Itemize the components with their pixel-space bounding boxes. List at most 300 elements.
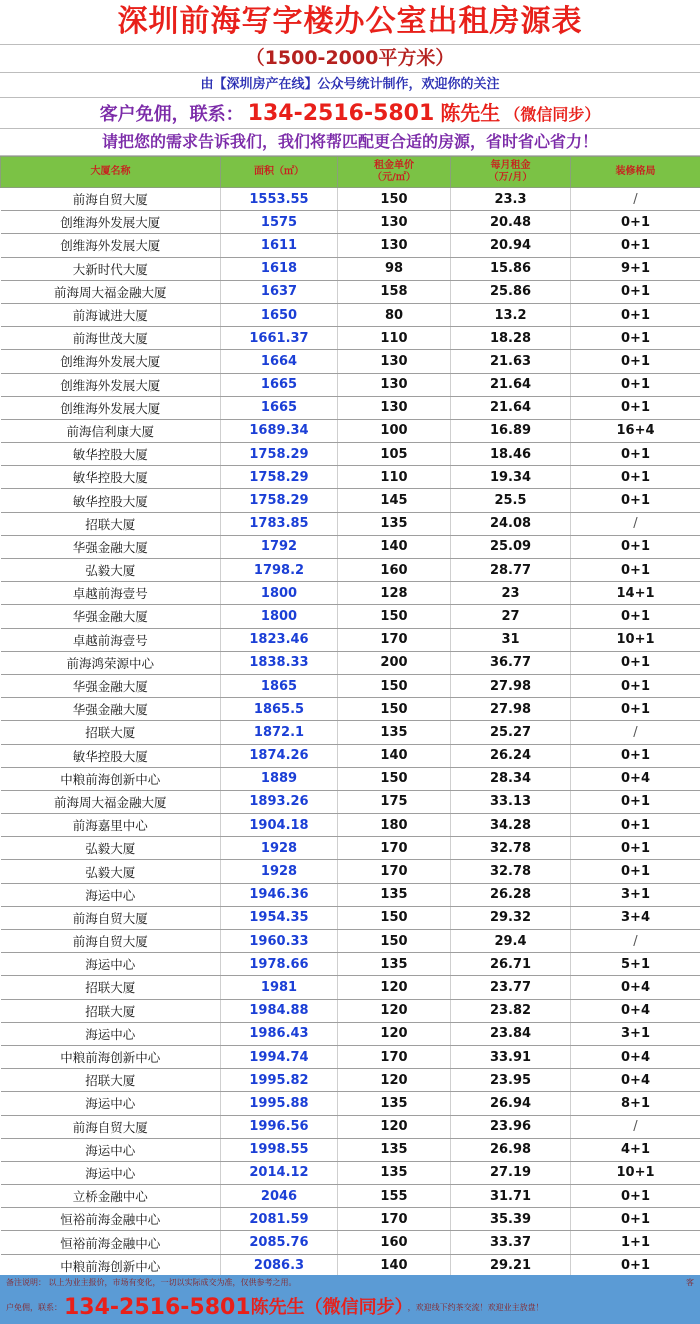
cell-monthly-rent: 27: [451, 605, 571, 628]
table-row: [1, 1208, 700, 1231]
table-row: [1, 976, 700, 999]
cell-monthly-rent: 23.77: [451, 976, 571, 999]
cell-area: 1689.34: [221, 419, 338, 442]
cell-layout: 0+4: [571, 999, 700, 1022]
cell-monthly-rent: 26.71: [451, 953, 571, 976]
cell-area: 1758.29: [221, 489, 338, 512]
cell-layout: 0+1: [571, 698, 700, 721]
table-row: [1, 999, 700, 1022]
cell-building-name: 敏华控股大厦: [1, 489, 221, 512]
cell-unit-price: 120: [338, 1115, 451, 1138]
cell-monthly-rent: 20.94: [451, 234, 571, 257]
cell-layout: 0+1: [571, 605, 700, 628]
table-row: [1, 837, 700, 860]
table-row: [1, 419, 700, 442]
cell-layout: 0+1: [571, 559, 700, 582]
cell-unit-price: 80: [338, 303, 451, 326]
footer-person: 陈先生（微信同步）: [250, 1297, 404, 1318]
cell-area: 1995.82: [221, 1069, 338, 1092]
cell-area: 2014.12: [221, 1161, 338, 1184]
cell-area: 1874.26: [221, 744, 338, 767]
cell-unit-price: 140: [338, 1254, 451, 1277]
header-area: 面积（㎡）: [221, 157, 338, 188]
cell-building-name: 中粮前海创新中心: [1, 767, 221, 790]
cell-area: 1575: [221, 211, 338, 234]
table-row: [1, 443, 700, 466]
table-row: [1, 674, 700, 697]
cell-layout: /: [571, 512, 700, 535]
cell-layout: 14+1: [571, 582, 700, 605]
cell-area: 1893.26: [221, 790, 338, 813]
cell-area: 1998.55: [221, 1138, 338, 1161]
cell-building-name: 中粮前海创新中心: [1, 1045, 221, 1068]
cell-area: 1661.37: [221, 327, 338, 350]
cell-building-name: 创维海外发展大厦: [1, 211, 221, 234]
cell-area: 1994.74: [221, 1045, 338, 1068]
cell-layout: 4+1: [571, 1138, 700, 1161]
cell-monthly-rent: 25.09: [451, 535, 571, 558]
cell-building-name: 立桥金融中心: [1, 1185, 221, 1208]
cell-unit-price: 150: [338, 906, 451, 929]
cell-layout: 0+1: [571, 350, 700, 373]
table-row: [1, 953, 700, 976]
cell-building-name: 华强金融大厦: [1, 535, 221, 558]
cell-layout: 16+4: [571, 419, 700, 442]
table-row: [1, 767, 700, 790]
cell-area: 2046: [221, 1185, 338, 1208]
cell-monthly-rent: 25.5: [451, 489, 571, 512]
footer-note-edge: 客: [686, 1278, 694, 1287]
cell-monthly-rent: 28.77: [451, 559, 571, 582]
cell-layout: 8+1: [571, 1092, 700, 1115]
table-row: [1, 1115, 700, 1138]
cell-monthly-rent: 35.39: [451, 1208, 571, 1231]
cell-monthly-rent: 23.96: [451, 1115, 571, 1138]
cell-building-name: 招联大厦: [1, 1069, 221, 1092]
cell-area: 2086.3: [221, 1254, 338, 1277]
cell-layout: 0+1: [571, 489, 700, 512]
cell-layout: 0+1: [571, 535, 700, 558]
cell-area: 1665: [221, 373, 338, 396]
table-row: [1, 466, 700, 489]
cell-building-name: 前海嘉里中心: [1, 814, 221, 837]
cell-unit-price: 110: [338, 466, 451, 489]
cell-layout: 0+1: [571, 234, 700, 257]
cell-building-name: 恒裕前海金融中心: [1, 1208, 221, 1231]
cell-building-name: 弘毅大厦: [1, 860, 221, 883]
cell-monthly-rent: 29.21: [451, 1254, 571, 1277]
cell-area: 1800: [221, 582, 338, 605]
cell-building-name: 弘毅大厦: [1, 837, 221, 860]
cell-unit-price: 170: [338, 860, 451, 883]
table-row: [1, 721, 700, 744]
cell-unit-price: 130: [338, 350, 451, 373]
cell-layout: 9+1: [571, 257, 700, 280]
cell-area: 1946.36: [221, 883, 338, 906]
cell-layout: 3+1: [571, 883, 700, 906]
cell-monthly-rent: 21.64: [451, 396, 571, 419]
cell-unit-price: 130: [338, 396, 451, 419]
table-row: [1, 790, 700, 813]
area-range-subtitle: （1500-2000平方米）: [0, 45, 700, 73]
cell-layout: 0+1: [571, 860, 700, 883]
cell-layout: 0+4: [571, 1069, 700, 1092]
contact-person: 陈先生: [440, 101, 501, 125]
cell-unit-price: 135: [338, 1161, 451, 1184]
header-layout: 装修格局: [571, 157, 700, 188]
listing-table: [0, 156, 700, 1278]
table-row: [1, 906, 700, 929]
cell-unit-price: 150: [338, 674, 451, 697]
cell-area: 1650: [221, 303, 338, 326]
cell-layout: /: [571, 1115, 700, 1138]
cell-layout: 0+1: [571, 327, 700, 350]
cell-area: 1978.66: [221, 953, 338, 976]
table-row: [1, 651, 700, 674]
cell-building-name: 前海周大福金融大厦: [1, 790, 221, 813]
cell-layout: /: [571, 721, 700, 744]
cell-building-name: 创维海外发展大厦: [1, 234, 221, 257]
table-row: [1, 1231, 700, 1254]
table-row: [1, 698, 700, 721]
footer-note: 备注说明： 以上为业主报价，市场有变化，一切以实际成交为准，仅供参考之用。 客: [6, 1275, 694, 1291]
cell-unit-price: 120: [338, 1022, 451, 1045]
footer-bar: [0, 1275, 700, 1324]
cell-monthly-rent: 33.13: [451, 790, 571, 813]
table-row: [1, 350, 700, 373]
table-row: [1, 1254, 700, 1277]
cell-building-name: 卓越前海壹号: [1, 582, 221, 605]
cell-unit-price: 175: [338, 790, 451, 813]
cell-area: 1838.33: [221, 651, 338, 674]
cell-unit-price: 135: [338, 1138, 451, 1161]
cell-unit-price: 158: [338, 280, 451, 303]
table-row: [1, 535, 700, 558]
cell-building-name: 海运中心: [1, 1161, 221, 1184]
cell-building-name: 招联大厦: [1, 976, 221, 999]
cell-unit-price: 145: [338, 489, 451, 512]
cell-unit-price: 155: [338, 1185, 451, 1208]
cell-area: 1981: [221, 976, 338, 999]
cell-building-name: 前海世茂大厦: [1, 327, 221, 350]
table-row: [1, 396, 700, 419]
cell-building-name: 海运中心: [1, 953, 221, 976]
cell-monthly-rent: 26.98: [451, 1138, 571, 1161]
cell-building-name: 前海信利康大厦: [1, 419, 221, 442]
table-row: [1, 628, 700, 651]
cell-layout: 0+1: [571, 466, 700, 489]
cell-unit-price: 150: [338, 930, 451, 953]
cell-monthly-rent: 21.63: [451, 350, 571, 373]
footer-contact: [6, 1291, 694, 1324]
cell-building-name: 海运中心: [1, 1138, 221, 1161]
cell-building-name: 敏华控股大厦: [1, 466, 221, 489]
cell-layout: /: [571, 930, 700, 953]
cell-layout: 0+1: [571, 1185, 700, 1208]
table-row: [1, 744, 700, 767]
cell-monthly-rent: 26.28: [451, 883, 571, 906]
cell-monthly-rent: 18.46: [451, 443, 571, 466]
cell-building-name: 前海自贸大厦: [1, 930, 221, 953]
table-row: [1, 1185, 700, 1208]
table-row: [1, 1161, 700, 1184]
cell-monthly-rent: 23.95: [451, 1069, 571, 1092]
contact-wechat: （微信同步）: [504, 105, 601, 124]
table-row: [1, 1069, 700, 1092]
cell-area: 1618: [221, 257, 338, 280]
cell-monthly-rent: 25.86: [451, 280, 571, 303]
cell-building-name: 弘毅大厦: [1, 559, 221, 582]
table-row: [1, 512, 700, 535]
cell-monthly-rent: 33.37: [451, 1231, 571, 1254]
cell-area: 1928: [221, 837, 338, 860]
cell-layout: 0+4: [571, 1045, 700, 1068]
cell-layout: 0+1: [571, 280, 700, 303]
table-row: [1, 327, 700, 350]
cell-monthly-rent: 27.98: [451, 674, 571, 697]
cell-layout: 5+1: [571, 953, 700, 976]
cell-unit-price: 170: [338, 1208, 451, 1231]
cell-unit-price: 110: [338, 327, 451, 350]
cell-unit-price: 135: [338, 512, 451, 535]
cell-area: 1954.35: [221, 906, 338, 929]
cell-unit-price: 170: [338, 1045, 451, 1068]
cell-layout: 1+1: [571, 1231, 700, 1254]
cell-area: 1984.88: [221, 999, 338, 1022]
cell-building-name: 海运中心: [1, 1092, 221, 1115]
cell-monthly-rent: 29.4: [451, 930, 571, 953]
cell-monthly-rent: 19.34: [451, 466, 571, 489]
cell-building-name: 招联大厦: [1, 721, 221, 744]
table-body: [1, 188, 700, 1278]
cell-area: 1928: [221, 860, 338, 883]
page-title: 深圳前海写字楼办公室出租房源表: [0, 0, 700, 45]
cell-monthly-rent: 36.77: [451, 651, 571, 674]
cell-area: 1996.56: [221, 1115, 338, 1138]
cell-unit-price: 120: [338, 999, 451, 1022]
cell-unit-price: 160: [338, 1231, 451, 1254]
cell-area: 1986.43: [221, 1022, 338, 1045]
cell-layout: 0+1: [571, 814, 700, 837]
cell-building-name: 前海诚进大厦: [1, 303, 221, 326]
source-info: 由【深圳房产在线】公众号统计制作，欢迎你的关注: [0, 73, 700, 98]
cell-unit-price: 130: [338, 234, 451, 257]
cell-layout: 3+4: [571, 906, 700, 929]
cell-layout: 10+1: [571, 628, 700, 651]
cell-layout: 0+1: [571, 651, 700, 674]
table-row: [1, 1022, 700, 1045]
cell-layout: 3+1: [571, 1022, 700, 1045]
cell-layout: 0+1: [571, 837, 700, 860]
cell-area: 1758.29: [221, 443, 338, 466]
cell-monthly-rent: 33.91: [451, 1045, 571, 1068]
cell-layout: 0+1: [571, 443, 700, 466]
cell-monthly-rent: 31: [451, 628, 571, 651]
cell-building-name: 前海周大福金融大厦: [1, 280, 221, 303]
cell-layout: 0+1: [571, 211, 700, 234]
cell-building-name: 华强金融大厦: [1, 605, 221, 628]
cell-monthly-rent: 29.32: [451, 906, 571, 929]
cell-building-name: 创维海外发展大厦: [1, 350, 221, 373]
cell-layout: /: [571, 188, 700, 211]
cell-layout: 0+1: [571, 1254, 700, 1277]
cell-unit-price: 200: [338, 651, 451, 674]
contact-line: [0, 98, 700, 129]
cell-area: 1637: [221, 280, 338, 303]
table-row: [1, 234, 700, 257]
cell-layout: 0+1: [571, 744, 700, 767]
cell-unit-price: 150: [338, 188, 451, 211]
cell-area: 1960.33: [221, 930, 338, 953]
table-row: [1, 860, 700, 883]
table-row: [1, 188, 700, 211]
table-row: [1, 373, 700, 396]
cell-area: 1783.85: [221, 512, 338, 535]
table-row: [1, 489, 700, 512]
cell-unit-price: 135: [338, 1092, 451, 1115]
table-row: [1, 559, 700, 582]
cell-unit-price: 105: [338, 443, 451, 466]
cell-area: 1872.1: [221, 721, 338, 744]
cell-unit-price: 130: [338, 373, 451, 396]
cell-unit-price: 150: [338, 698, 451, 721]
cell-monthly-rent: 20.48: [451, 211, 571, 234]
footer-phone: 134-2516-5801: [64, 1295, 251, 1320]
cell-monthly-rent: 24.08: [451, 512, 571, 535]
cell-area: 1758.29: [221, 466, 338, 489]
cell-building-name: 敏华控股大厦: [1, 443, 221, 466]
cell-monthly-rent: 28.34: [451, 767, 571, 790]
table-row: [1, 1092, 700, 1115]
cell-unit-price: 135: [338, 883, 451, 906]
table-row: [1, 257, 700, 280]
cell-monthly-rent: 26.24: [451, 744, 571, 767]
cell-building-name: 敏华控股大厦: [1, 744, 221, 767]
cell-unit-price: 150: [338, 767, 451, 790]
cell-area: 2081.59: [221, 1208, 338, 1231]
cell-building-name: 恒裕前海金融中心: [1, 1231, 221, 1254]
cell-layout: 0+1: [571, 674, 700, 697]
cell-building-name: 招联大厦: [1, 512, 221, 535]
cell-unit-price: 100: [338, 419, 451, 442]
cell-area: 1792: [221, 535, 338, 558]
cell-monthly-rent: 32.78: [451, 860, 571, 883]
cell-monthly-rent: 23.3: [451, 188, 571, 211]
cell-unit-price: 135: [338, 953, 451, 976]
cell-monthly-rent: 15.86: [451, 257, 571, 280]
cell-area: 1664: [221, 350, 338, 373]
cell-unit-price: 120: [338, 976, 451, 999]
cell-layout: 0+4: [571, 767, 700, 790]
cell-unit-price: 180: [338, 814, 451, 837]
cell-building-name: 创维海外发展大厦: [1, 373, 221, 396]
appeal-line: 请把您的需求告诉我们，我们将帮匹配更合适的房源，省时省心省力！: [0, 129, 700, 156]
cell-monthly-rent: 16.89: [451, 419, 571, 442]
cell-building-name: 华强金融大厦: [1, 698, 221, 721]
cell-monthly-rent: 23.82: [451, 999, 571, 1022]
cell-building-name: 海运中心: [1, 883, 221, 906]
cell-unit-price: 150: [338, 605, 451, 628]
cell-building-name: 前海自贸大厦: [1, 1115, 221, 1138]
cell-unit-price: 130: [338, 211, 451, 234]
cell-monthly-rent: 31.71: [451, 1185, 571, 1208]
table-row: [1, 303, 700, 326]
cell-unit-price: 98: [338, 257, 451, 280]
cell-unit-price: 140: [338, 535, 451, 558]
cell-area: 1823.46: [221, 628, 338, 651]
cell-building-name: 海运中心: [1, 1022, 221, 1045]
cell-layout: 0+1: [571, 373, 700, 396]
cell-unit-price: 170: [338, 837, 451, 860]
contact-prefix: 客户免佣，联系：: [99, 104, 244, 125]
cell-unit-price: 120: [338, 1069, 451, 1092]
cell-monthly-rent: 23: [451, 582, 571, 605]
table-row: [1, 814, 700, 837]
cell-building-name: 卓越前海壹号: [1, 628, 221, 651]
footer-tail: ，欢迎线下约茶交流！欢迎业主放盘！: [407, 1303, 544, 1312]
header-monthly-rent: 每月租金 （万/月）: [451, 157, 571, 188]
cell-layout: 10+1: [571, 1161, 700, 1184]
cell-building-name: 招联大厦: [1, 999, 221, 1022]
cell-area: 1865: [221, 674, 338, 697]
cell-unit-price: 135: [338, 721, 451, 744]
cell-building-name: 前海自贸大厦: [1, 906, 221, 929]
cell-monthly-rent: 26.94: [451, 1092, 571, 1115]
cell-area: 1904.18: [221, 814, 338, 837]
cell-building-name: 前海鸿荣源中心: [1, 651, 221, 674]
cell-monthly-rent: 25.27: [451, 721, 571, 744]
cell-layout: 0+1: [571, 790, 700, 813]
cell-layout: 0+1: [571, 396, 700, 419]
cell-building-name: 创维海外发展大厦: [1, 396, 221, 419]
cell-area: 1798.2: [221, 559, 338, 582]
cell-monthly-rent: 32.78: [451, 837, 571, 860]
cell-monthly-rent: 27.98: [451, 698, 571, 721]
cell-building-name: 华强金融大厦: [1, 674, 221, 697]
cell-monthly-rent: 23.84: [451, 1022, 571, 1045]
table-row: [1, 883, 700, 906]
cell-building-name: 中粮前海创新中心: [1, 1254, 221, 1277]
table-row: [1, 1138, 700, 1161]
table-row: [1, 930, 700, 953]
cell-area: 2085.76: [221, 1231, 338, 1254]
cell-monthly-rent: 18.28: [451, 327, 571, 350]
table-row: [1, 605, 700, 628]
cell-building-name: 前海自贸大厦: [1, 188, 221, 211]
cell-layout: 0+1: [571, 1208, 700, 1231]
cell-monthly-rent: 34.28: [451, 814, 571, 837]
cell-area: 1889: [221, 767, 338, 790]
cell-area: 1611: [221, 234, 338, 257]
cell-layout: 0+1: [571, 303, 700, 326]
table-row: [1, 1045, 700, 1068]
cell-area: 1865.5: [221, 698, 338, 721]
table-header-row: [1, 157, 700, 188]
cell-unit-price: 140: [338, 744, 451, 767]
cell-area: 1800: [221, 605, 338, 628]
cell-area: 1665: [221, 396, 338, 419]
header-unit-price: 租金单价 （元/㎡）: [338, 157, 451, 188]
cell-monthly-rent: 13.2: [451, 303, 571, 326]
cell-monthly-rent: 21.64: [451, 373, 571, 396]
contact-phone: 134-2516-5801: [247, 101, 435, 126]
table-row: [1, 582, 700, 605]
cell-layout: 0+4: [571, 976, 700, 999]
cell-monthly-rent: 27.19: [451, 1161, 571, 1184]
table-row: [1, 211, 700, 234]
header-building-name: 大厦名称: [1, 157, 221, 188]
cell-building-name: 大新时代大厦: [1, 257, 221, 280]
